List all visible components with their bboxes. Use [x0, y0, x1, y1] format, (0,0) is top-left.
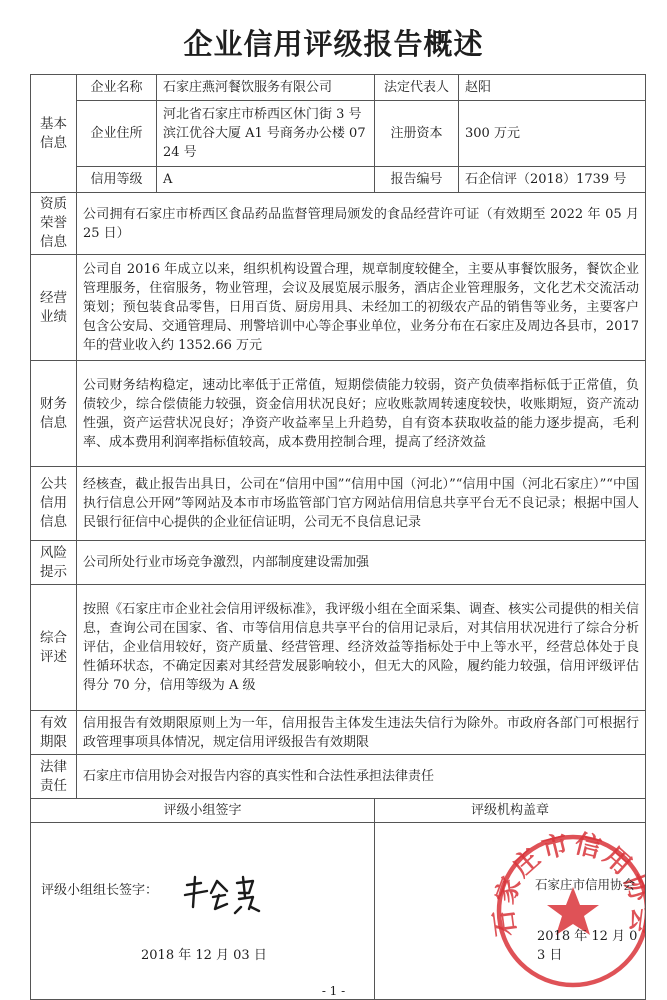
row-company-name [31, 75, 646, 101]
org-seal-date: 2018 年 12 月 03 日 [537, 929, 638, 963]
section-legal-label: 法律责任 [31, 755, 77, 799]
grade-value: A [157, 167, 375, 193]
report-no-label: 报告编号 [375, 167, 459, 193]
section-business-label: 经营业绩 [31, 255, 77, 361]
org-seal-cell [375, 823, 657, 1000]
grade-label: 信用等级 [77, 167, 157, 193]
section-finance-text: 公司财务结构稳定，速动比率低于正常值，短期偿债能力较弱，资产负债率指标低于正常值，负债较少，综合偿债能力较强，资金信用状况良好；应收账款周转速度较快，收账期短，资产流动性强，资产运营状况良好；净资产收益率呈上升趋势，自有资本获取收益的能力逐步提高，毛利率、成本费用利润率指标值较高，成本费用控制合理，提高了经济效益 [77, 361, 646, 467]
section-public-credit-label: 公共信用信息 [31, 467, 77, 541]
leader-signature-date: 2018 年 12 月 03 日 [141, 948, 267, 963]
section-legal-text: 石家庄市信用协会对报告内容的真实性和合法性承担法律责任 [77, 755, 646, 799]
section-business-text: 公司自 2016 年成立以来，组织机构设置合理，规章制度较健全，主要从事餐饮服务，餐饮企业管理服务，住宿服务，物业管理，会议及展览展示服务，酒店企业管理服务，文化艺术交流活动策划；预包装食品零售，日用百货、厨房用具、未经加工的初级农产品的销售等业务，主要客户包含公安局、交通管理局、刑警培训中心等企事业单位，业务分布在石家庄及周边各县市，2017 年的营业收入约 1352.66 万元 [77, 255, 646, 361]
row-business [31, 255, 646, 361]
section-public-credit-text: 经核查，截止报告出具日，公司在“信用中国”“信用中国（河北）”“信用中国（河北石家庄）”“中国执行信息公开网”等网站及本市市场监管部门官方网站信用信息共享平台无不良记录；根据中国人民银行征信中心提供的企业征信证明，公司无不良信息记录 [77, 467, 646, 541]
section-comprehensive-label: 综合评述 [31, 585, 77, 711]
org-seal-header: 评级机构盖章 [375, 799, 646, 823]
capital-value: 300 万元 [459, 101, 646, 167]
section-validity-text: 信用报告有效期限原则上为一年，信用报告主体发生违法失信行为除外。市政府各部门可根据行政管理事项具体情况，规定信用评级报告有效期限 [77, 711, 646, 755]
row-qualification [31, 193, 646, 255]
section-basic-label: 基本信息 [31, 75, 77, 193]
row-grade [31, 167, 646, 193]
section-finance-label: 财务信息 [31, 361, 77, 467]
company-name-value: 石家庄燕河餐饮服务有限公司 [157, 75, 375, 101]
address-value: 河北省石家庄市桥西区休门街 3 号滨江优谷大厦 A1 号商务办公楼 0724 号 [157, 101, 375, 167]
section-risk-label: 风险提示 [31, 541, 77, 585]
report-summary-table [30, 74, 657, 1000]
group-signature-cell [31, 823, 375, 1000]
row-validity [31, 711, 646, 755]
section-qualification-label: 资质荣誉信息 [31, 193, 77, 255]
section-risk-text: 公司所处行业市场竞争激烈，内部制度建设需加强 [77, 541, 646, 585]
company-name-label: 企业名称 [77, 75, 157, 101]
leader-signature-label: 评级小组组长签字： [41, 883, 159, 898]
address-label: 企业住所 [77, 101, 157, 167]
org-name-text: 石家庄市信用协会 [535, 877, 636, 892]
row-risk [31, 541, 646, 585]
handwritten-signature-icon [181, 871, 281, 915]
row-comprehensive [31, 585, 646, 711]
row-public-credit [31, 467, 646, 541]
section-comprehensive-text: 按照《石家庄市企业社会信用评级标准》，我评级小组在全面采集、调查、核实公司提供的相关信息，查询公司在国家、省、市等信用信息共享平台的信用记录后，对其信用状况进行了综合分析评估，企业信用较好，资产质量、经营管理、经济效益等指标处于中上等水平，经营总体处于良性循环状态，不确定因素对其经营发展影响较小，但无大的风险，履约能力较强，信用评级评估得分 70 分，信用等级为 A 级 [77, 585, 646, 711]
section-qualification-text: 公司拥有石家庄市桥西区食品药品监督管理局颁发的食品经营许可证（有效期至 2022 年 05 月 25 日） [77, 193, 646, 255]
svg-text:石家庄市信用协会: 石家庄市信用协会 [489, 829, 657, 938]
row-legal [31, 755, 646, 799]
official-seal-icon [489, 829, 657, 993]
row-finance [31, 361, 646, 467]
group-signature-header: 评级小组签字 [31, 799, 375, 823]
legal-rep-value: 赵阳 [459, 75, 646, 101]
report-no-value: 石企信评（2018）1739 号 [459, 167, 646, 193]
page-number: - 1 - [321, 984, 346, 998]
capital-label: 注册资本 [375, 101, 459, 167]
page-title: 企业信用评级报告概述 [183, 27, 484, 61]
section-validity-label: 有效期限 [31, 711, 77, 755]
row-signature-headers [31, 799, 646, 823]
row-address [31, 101, 646, 167]
legal-rep-label: 法定代表人 [375, 75, 459, 101]
row-signatures [31, 823, 646, 1000]
